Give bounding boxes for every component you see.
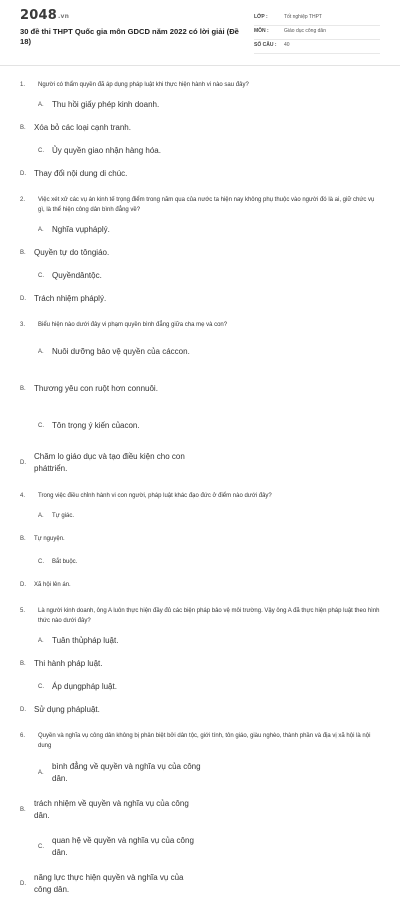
answer-option-a[interactable] — [38, 94, 211, 116]
question-text: Là người kinh doanh, ông A luôn thực hiện đầy đủ các biện pháp bảo vệ môi trường. Vậy ông A đã thực hiện pháp luật theo hình thức nào dưới đây? — [38, 608, 380, 624]
option-letter: C. — [38, 148, 44, 154]
option-text: Tôn trọng ý kiến củacon. — [52, 421, 140, 430]
answer-option-d[interactable] — [20, 866, 191, 902]
answer-option-d[interactable] — [20, 574, 191, 596]
option-letter: C. — [38, 559, 44, 565]
answer-option-c[interactable] — [38, 829, 211, 865]
answer-option-a[interactable] — [38, 334, 211, 370]
option-text: Xóa bỏ các loại cạnh tranh. — [34, 123, 131, 132]
question-1 — [20, 80, 380, 186]
option-text: Xã hội lên án. — [34, 582, 71, 588]
option-letter: A. — [38, 513, 44, 519]
option-letter: A. — [38, 638, 44, 644]
question-4 — [20, 491, 380, 597]
answer-options — [20, 505, 380, 597]
option-text: Bắt buộc. — [52, 559, 78, 565]
option-text: Quyền tự do tôngiáo. — [34, 248, 110, 257]
option-letter: B. — [20, 807, 26, 813]
option-letter: D. — [20, 171, 26, 177]
question-6 — [20, 731, 380, 903]
answer-options — [20, 219, 380, 311]
option-text: Tự nguyện. — [34, 536, 65, 542]
answer-option-a[interactable] — [38, 755, 211, 791]
answer-options — [20, 334, 380, 482]
logo-suffix: .vn — [57, 13, 70, 20]
question-number: 1. — [20, 82, 26, 88]
answer-options — [20, 755, 380, 903]
meta-value: Tốt nghiệp THPT — [284, 14, 322, 20]
meta-label: LỚP : — [254, 14, 268, 20]
option-text: Thương yêu con ruột hơn connuôi. — [34, 384, 158, 393]
answer-option-d[interactable] — [20, 699, 191, 721]
answer-option-c[interactable] — [38, 551, 211, 573]
meta-value: Giáo dục công dân — [284, 28, 326, 34]
answer-option-c[interactable] — [38, 408, 211, 444]
answer-option-b[interactable] — [20, 653, 191, 675]
answer-option-b[interactable] — [20, 242, 191, 264]
option-text: Thu hồi giấy phép kinh doanh. — [52, 100, 160, 109]
answer-option-a[interactable] — [38, 505, 211, 527]
meta-row-grade — [254, 14, 380, 26]
option-letter: A. — [38, 102, 44, 108]
option-letter: C. — [38, 273, 44, 279]
meta-value: 40 — [284, 42, 290, 48]
option-text: Áp dụngpháp luật. — [52, 682, 117, 691]
exam-header — [0, 0, 400, 66]
answer-option-c[interactable] — [38, 265, 211, 287]
option-text: Tự giác. — [52, 513, 75, 519]
answer-option-d[interactable] — [20, 445, 191, 481]
answer-option-c[interactable] — [38, 140, 211, 162]
option-letter: D. — [20, 296, 26, 302]
question-text: Việc xét xử các vụ án kinh tế trọng điểm trong năm qua của nước ta hiện nay không phụ thuộc vào người đó là ai, giữ chức vụ gì, là thể hiện công dân bình đẳng về? — [38, 197, 375, 213]
question-text: Quyền và nghĩa vụ công dân không bị phân biệt bởi dân tộc, giới tính, tôn giáo, giàu nghèo, thành phần và địa vị xã hội là nội dung — [38, 733, 371, 749]
meta-label: MÔN : — [254, 28, 269, 34]
question-number: 2. — [20, 197, 26, 203]
option-letter: B. — [20, 125, 26, 131]
option-text: Ủy quyền giao nhận hàng hóa. — [52, 146, 161, 155]
meta-label: SỐ CÂU : — [254, 42, 277, 48]
option-text: Trách nhiệm pháplý. — [34, 294, 107, 303]
option-letter: D. — [20, 582, 26, 588]
option-letter: C. — [38, 684, 44, 690]
option-letter: B. — [20, 536, 26, 542]
option-text: Nuôi dưỡng bảo vệ quyền của cáccon. — [52, 347, 190, 356]
option-text: Nghĩa vụpháplý. — [52, 225, 110, 234]
option-text: Thi hành pháp luật. — [34, 659, 103, 668]
answer-option-c[interactable] — [38, 676, 211, 698]
option-letter: B. — [20, 661, 26, 667]
option-text: Quyềndântộc. — [52, 271, 102, 280]
answer-option-b[interactable] — [20, 792, 191, 828]
exam-title: 30 đề thi THPT Quốc gia môn GDCD năm 2022 có lời giải (Đề 18) — [20, 27, 239, 46]
option-letter: C. — [38, 844, 44, 850]
option-text: trách nhiệm về quyền và nghĩa vụ của công dân. — [34, 799, 189, 820]
question-number: 4. — [20, 493, 26, 499]
question-3 — [20, 320, 380, 482]
question-text: Trong việc điều chỉnh hành vi con người, pháp luật khác đạo đức ở điểm nào dưới đây? — [38, 493, 272, 499]
option-letter: D. — [20, 881, 26, 887]
option-text: quan hệ về quyền và nghĩa vụ của công dân. — [52, 836, 194, 857]
option-letter: D. — [20, 707, 26, 713]
option-letter: C. — [38, 423, 44, 429]
answer-option-d[interactable] — [20, 163, 191, 185]
answer-options — [20, 94, 380, 186]
question-number: 5. — [20, 608, 26, 614]
question-text: Người có thẩm quyền đã áp dụng pháp luật khi thực hiện hành vi nào sau đây? — [38, 82, 249, 88]
question-2 — [20, 195, 380, 311]
answer-options — [20, 630, 380, 722]
answer-option-d[interactable] — [20, 288, 191, 310]
question-number: 6. — [20, 733, 26, 739]
question-list — [0, 66, 400, 903]
meta-row-subject — [254, 28, 380, 40]
option-text: Thay đổi nội dung di chúc. — [34, 169, 128, 178]
answer-option-a[interactable] — [38, 630, 211, 652]
option-text: Sử dụng phápluật. — [34, 705, 100, 714]
option-text: Tuân thủpháp luật. — [52, 636, 119, 645]
exam-meta — [254, 14, 380, 56]
option-letter: B. — [20, 386, 26, 392]
option-letter: D. — [20, 460, 26, 466]
option-letter: B. — [20, 250, 26, 256]
option-letter: A. — [38, 349, 44, 355]
option-letter: A. — [38, 227, 44, 233]
question-5 — [20, 606, 380, 722]
meta-row-count — [254, 42, 380, 54]
option-text: bình đẳng về quyền và nghĩa vụ của công dân. — [52, 762, 201, 783]
option-letter: A. — [38, 770, 44, 776]
logo-main: 2048 — [20, 8, 57, 23]
option-text: Chăm lo giáo dục và tạo điều kiện cho con pháttriển. — [34, 452, 185, 473]
question-text: Biểu hiện nào dưới đây vi phạm quyền bình đẳng giữa cha mẹ và con? — [38, 322, 228, 328]
answer-option-a[interactable] — [38, 219, 211, 241]
answer-option-b[interactable] — [20, 528, 191, 550]
answer-option-b[interactable] — [20, 117, 191, 139]
answer-option-b[interactable] — [20, 371, 191, 407]
question-number: 3. — [20, 322, 26, 328]
option-text: năng lực thực hiện quyền và nghĩa vụ của công dân. — [34, 873, 184, 894]
